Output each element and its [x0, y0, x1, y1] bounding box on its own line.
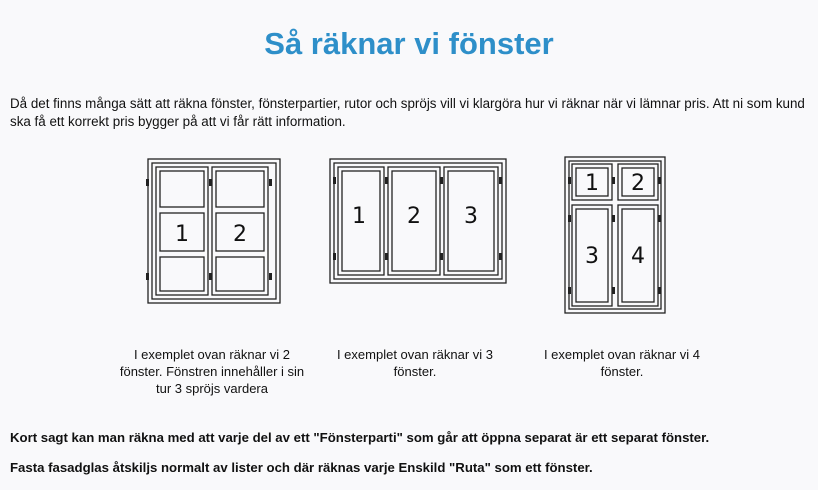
three-sash-window-drawing — [328, 157, 508, 285]
window-1-label-1: 1 — [175, 222, 189, 247]
intro-paragraph: Då det finns många sätt att räkna fönster, fönsterpartier, rutor och spröjs vill vi klargöra hur vi räknar när vi lämnar pris. Att ni som kund ska få ett korrekt pris bygger på att vi får rätt information. — [10, 96, 805, 129]
summary-line-2: Fasta fasadglas åtskiljs normalt av lister och där räknas varje Enskild "Ruta" som ett fönster. — [10, 460, 593, 475]
window-2-label-3: 3 — [464, 204, 478, 229]
window-3-label-1: 1 — [585, 171, 599, 196]
window-2-label-1: 1 — [352, 204, 366, 229]
summary-line-1: Kort sagt kan man räkna med att varje del av ett "Fönsterparti" som går att öppna separat är ett separat fönster. — [10, 430, 710, 445]
two-sash-window-drawing — [146, 157, 282, 305]
window-illustration-1 — [146, 157, 282, 305]
caption-example-2: I exemplet ovan räknar vi 3 fönster. — [336, 347, 494, 379]
four-sash-window-drawing — [563, 155, 667, 315]
window-illustration-2 — [328, 157, 508, 285]
window-3-label-2: 2 — [631, 171, 645, 196]
caption-example-3: I exemplet ovan räknar vi 4 fönster. — [543, 347, 701, 379]
window-1-label-2: 2 — [233, 222, 247, 247]
window-3-label-3: 3 — [585, 244, 599, 269]
window-2-label-2: 2 — [407, 204, 421, 229]
page-title: Så räknar vi fönster — [264, 26, 554, 61]
caption-example-1: I exemplet ovan räknar vi 2 fönster. Fönstren innehåller i sin tur 3 spröjs vardera — [119, 347, 305, 396]
window-3-label-4: 4 — [631, 244, 645, 269]
window-illustration-3 — [563, 155, 667, 315]
